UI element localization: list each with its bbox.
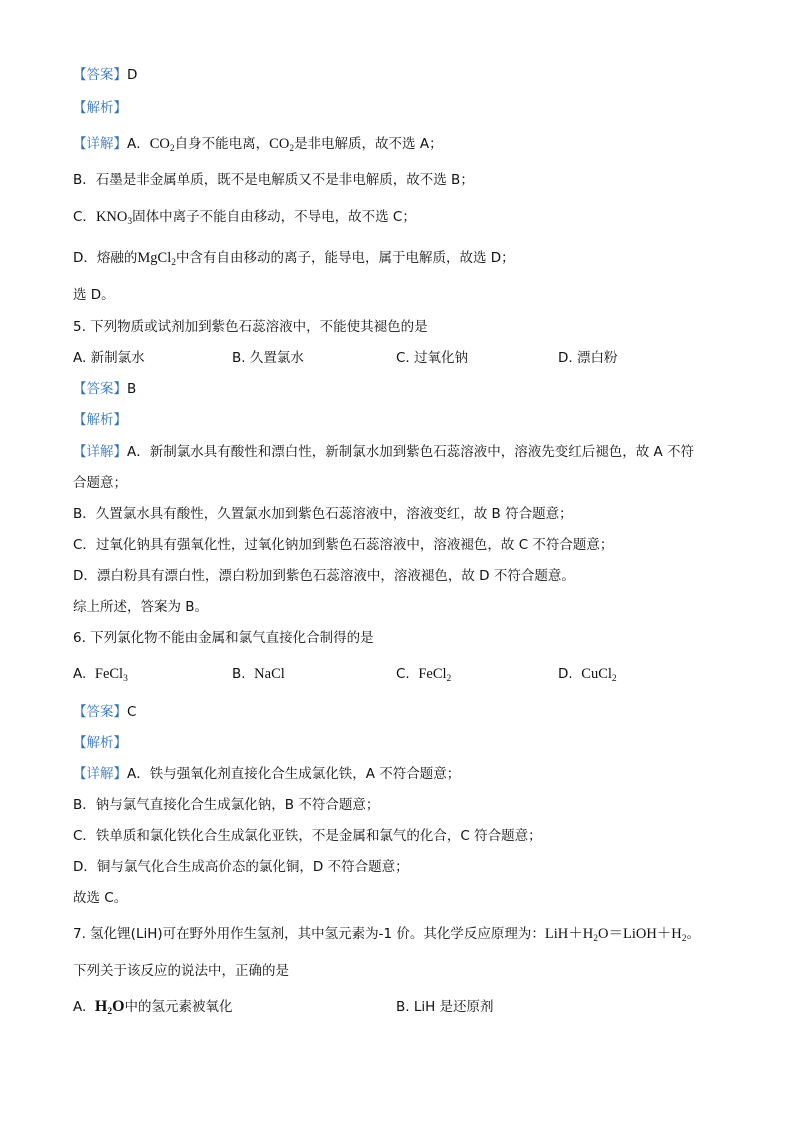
- option-c: C. FeCl$_2$: [396, 666, 452, 684]
- formula-mgcl2: MgCl$_2$: [137, 250, 176, 268]
- detail-line-q6-d: D．铜与氯气化合生成高价态的氯化铜，D 不符合题意；: [73, 859, 409, 875]
- answer-value: D: [127, 67, 138, 83]
- text: D．熔融的: [73, 250, 138, 266]
- analysis-tag: 【解析】: [73, 735, 127, 751]
- text: 自身不能电离，: [174, 136, 270, 152]
- detail-tag: 【详解】: [73, 444, 127, 460]
- detail-line-q5-d: D．漂白粉具有漂白性，漂白粉加到紫色石蕊溶液中，溶液褪色，故 D 不符合题意。: [73, 568, 575, 584]
- text: A．铁与强氧化剂直接化合生成氯化铁，A 不符合题意；: [127, 766, 461, 782]
- answer-tag: 【答案】: [73, 381, 127, 397]
- question-stem-q6: 6. 下列氯化物不能由金属和氯气直接化合制得的是: [73, 630, 374, 646]
- detail-line-q5-c: C．过氧化钠具有强氧化性，过氧化钠加到紫色石蕊溶液中，溶液褪色，故 C 不符合题意；: [73, 537, 614, 553]
- reaction-equation: $LiH+H_2O=LiOH+H_2$: [544, 926, 687, 944]
- option-a: A. $H_2O$中的氢元素被氧化: [73, 998, 233, 1017]
- detail-line-q5-a-cont: 合题意；: [73, 475, 127, 491]
- conclusion-q4: 选 D。: [73, 287, 115, 303]
- analysis-tag: 【解析】: [73, 100, 127, 116]
- text: C．: [73, 209, 96, 225]
- answer-line-q6: [73, 703, 136, 721]
- text: A．新制氯水具有酸性和漂白性，新制氯水加到紫色石蕊溶液中，溶液先变红后褪色，故 A 不符: [127, 444, 695, 460]
- summary-q5: 综上所述，答案为 B。: [73, 599, 209, 615]
- analysis-tag: 【解析】: [73, 412, 127, 428]
- question-stem-q5: 5. 下列物质或试剂加到紫色石蕊溶液中，不能使其褪色的是: [73, 319, 428, 335]
- question-stem-q7: [73, 925, 700, 943]
- detail-line-q5-a: [73, 443, 694, 461]
- answer-line-q5: [73, 380, 136, 398]
- option-b: B. 久置氯水: [232, 350, 304, 366]
- option-a: A. 新制氯水: [73, 350, 145, 366]
- detail-line-q4-c: [73, 208, 416, 226]
- answer-value: C: [127, 704, 137, 720]
- formula-kno3: $KNO_3$: [95, 209, 133, 227]
- option-b: B. LiH 是还原剂: [396, 999, 494, 1015]
- answer-tag: 【答案】: [73, 67, 127, 83]
- answer-value: B: [127, 381, 137, 397]
- formula-co2: $CO_2$: [269, 136, 295, 154]
- detail-line-q6-b: B．钠与氯气直接化合生成氯化钠，B 不符合题意；: [73, 797, 380, 813]
- option-d: D. CuCl$_2$: [558, 666, 617, 684]
- detail-line-q5-b: B．久置氯水具有酸性，久置氯水加到紫色石蕊溶液中，溶液变红，故 B 符合题意；: [73, 506, 573, 522]
- text: 中含有自由移动的离子，能导电，属于电解质，故选 D；: [176, 250, 515, 266]
- detail-line-q4-a: [73, 135, 443, 153]
- detail-line-q4-b: B．石墨是非金属单质，既不是电解质又不是非电解质，故不选 B；: [73, 172, 474, 188]
- detail-tag: 【详解】: [73, 136, 127, 152]
- answer-line-q4: [73, 66, 137, 84]
- text: 7. 氢化锂(LiH)可在野外用作生氢剂，其中氢元素为-1 价。其化学反应原理为：: [73, 926, 545, 942]
- text: 固体中离子不能自由移动，不导电，故不选 C；: [132, 209, 416, 225]
- detail-line-q4-d: [73, 249, 515, 267]
- text: A．: [127, 136, 150, 152]
- formula-co2: $CO_2$: [149, 136, 175, 154]
- option-b: B. NaCl: [232, 666, 285, 682]
- option-a: A. FeCl$_3$: [73, 666, 128, 684]
- detail-line-q6-a: [73, 765, 460, 783]
- option-c: C. 过氧化钠: [396, 350, 469, 366]
- conclusion-q6: 故选 C。: [73, 890, 128, 906]
- question-stem-q7-cont: 下列关于该反应的说法中，正确的是: [73, 963, 289, 979]
- option-d: D. 漂白粉: [558, 350, 618, 366]
- answer-tag: 【答案】: [73, 704, 127, 720]
- text: 。: [686, 926, 701, 942]
- text: 是非电解质，故不选 A；: [294, 136, 443, 152]
- detail-tag: 【详解】: [73, 766, 127, 782]
- detail-line-q6-c: C．铁单质和氯化铁化合生成氯化亚铁，不是金属和氯气的化合，C 符合题意；: [73, 828, 542, 844]
